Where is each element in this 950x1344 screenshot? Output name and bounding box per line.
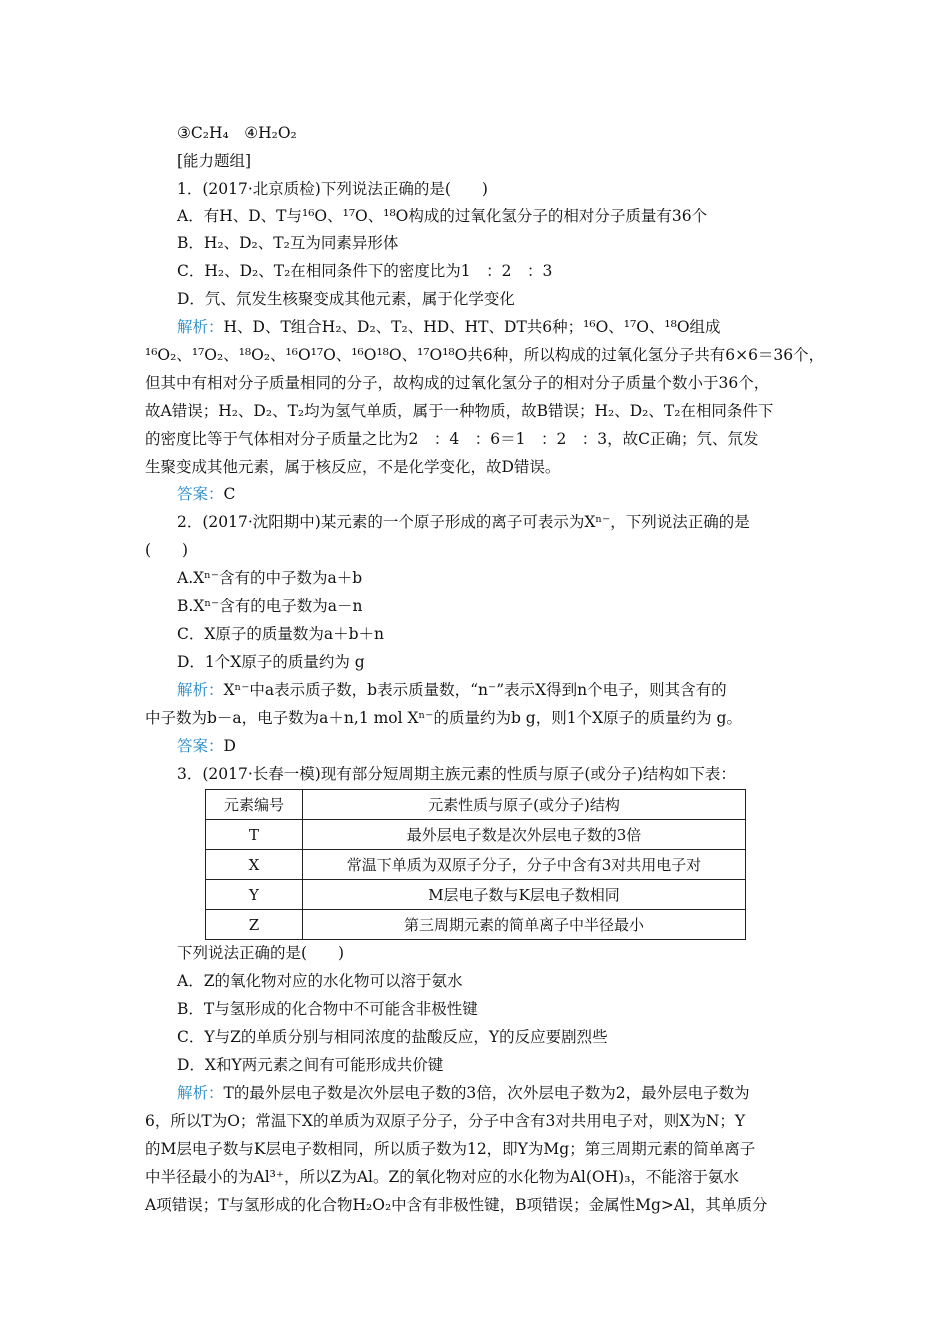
q1-option-d: D．氕、氘发生核聚变成其他元素，属于化学变化 xyxy=(177,290,515,308)
q1-analysis-line: 生聚变成其他元素，属于核反应，不是化学变化，故D错误。 xyxy=(145,458,561,476)
table-header-cell: 元素编号 xyxy=(206,790,303,820)
q1-analysis-line: 的密度比等于气体相对分子质量之比为2 ：4 ：6＝1 ：2 ：3，故C正确；氕、氘发 xyxy=(145,430,759,448)
analysis-label: 解析： xyxy=(177,681,224,699)
q1-option-a: A．有H、D、T与¹⁶O、¹⁷O、¹⁸O构成的过氧化氢分子的相对分子质量有36个 xyxy=(177,207,708,225)
q3-analysis-line: 的M层电子数与K层电子数相同，所以质子数为12，即Y为Mg；第三周期元素的简单离子 xyxy=(145,1140,756,1158)
table-header-row xyxy=(206,790,746,820)
table-cell: 常温下单质为双原子分子，分子中含有3对共用电子对 xyxy=(303,850,746,880)
q3-stem: 3．(2017·长春一模)现有部分短周期主族元素的性质与原子(或分子)结构如下表： xyxy=(177,765,736,783)
q3-analysis-line: 6，所以T为O；常温下X的单质为双原子分子，分子中含有3对共用电子对，则X为N；Y xyxy=(145,1112,746,1130)
q2-answer: 答案：D xyxy=(177,737,236,755)
q3-analysis-line: A项错误；T与氢形成的化合物H₂O₂中含有非极性键，B项错误；金属性Mg>Al，其单质分 xyxy=(145,1196,768,1214)
q2-analysis-line: 解析：Xⁿ⁻中a表示质子数，b表示质量数，“n⁻”表示X得到n个电子，则其含有的 xyxy=(177,681,727,699)
q1-analysis-line: ¹⁶O₂、¹⁷O₂、¹⁸O₂、¹⁶O¹⁷O、¹⁶O¹⁸O、¹⁷O¹⁸O共6种，所以构成的过氧化氢分子共有6×6＝36个， xyxy=(145,346,825,364)
answer-label: 答案： xyxy=(177,737,224,755)
element-properties-table xyxy=(205,789,746,940)
q2-option-b: B.Xⁿ⁻含有的电子数为a－n xyxy=(177,597,363,615)
q2-analysis-line: 中子数为b－a，电子数为a＋n,1 mol Xⁿ⁻的质量约为b g，则1个X原子的质量约为 g。 xyxy=(145,709,742,727)
q2-option-d: D．1个X原子的质量约为 g xyxy=(177,653,365,671)
table-cell: M层电子数与K层电子数相同 xyxy=(303,880,746,910)
analysis-label: 解析： xyxy=(177,1084,224,1102)
q3-analysis-line: 解析：T的最外层电子数是次外层电子数的3倍，次外层电子数为2，最外层电子数为 xyxy=(177,1084,750,1102)
table-cell: X xyxy=(206,850,303,880)
q2-stem-bracket: ( ) xyxy=(145,541,189,559)
table-cell: Y xyxy=(206,880,303,910)
q2-option-c: C．X原子的质量数为a＋b＋n xyxy=(177,625,385,643)
table-cell: T xyxy=(206,820,303,850)
q1-answer: 答案：C xyxy=(177,485,236,503)
q2-option-a: A.Xⁿ⁻含有的中子数为a＋b xyxy=(177,569,363,587)
q2-stem: 2．(2017·沈阳期中)某元素的一个原子形成的离子可表示为Xⁿ⁻，下列说法正确的是 xyxy=(177,513,750,531)
table-cell: 第三周期元素的简单离子中半径最小 xyxy=(303,910,746,940)
table-row xyxy=(206,820,746,850)
previous-answer-options: ③C₂H₄ ④H₂O₂ xyxy=(177,124,297,142)
q3-option-a: A．Z的氧化物对应的水化物可以溶于氨水 xyxy=(177,972,463,990)
table-header-cell: 元素性质与原子(或分子)结构 xyxy=(303,790,746,820)
section-heading: [能力题组] xyxy=(177,152,252,170)
table-row xyxy=(206,910,746,940)
q1-option-c: C．H₂、D₂、T₂在相同条件下的密度比为1 ：2 ：3 xyxy=(177,262,553,280)
table-row xyxy=(206,880,746,910)
table-row xyxy=(206,850,746,880)
answer-label: 答案： xyxy=(177,485,224,503)
q1-analysis-line: 但其中有相对分子质量相同的分子，故构成的过氧化氢分子的相对分子质量个数小于36个， xyxy=(145,374,770,392)
q3-question: 下列说法正确的是( ) xyxy=(177,944,345,962)
q1-stem: 1．(2017·北京质检)下列说法正确的是( ) xyxy=(177,180,488,198)
q3-option-c: C．Y与Z的单质分别与相同浓度的盐酸反应，Y的反应要剧烈些 xyxy=(177,1028,608,1046)
q1-analysis-line: 故A错误；H₂、D₂、T₂均为氢气单质，属于一种物质，故B错误；H₂、D₂、T₂在相同条件下 xyxy=(145,402,774,420)
q3-option-b: B．T与氢形成的化合物中不可能含非极性键 xyxy=(177,1000,478,1018)
analysis-label: 解析： xyxy=(177,318,224,336)
q1-option-b: B．H₂、D₂、T₂互为同素异形体 xyxy=(177,234,399,252)
table-cell: 最外层电子数是次外层电子数的3倍 xyxy=(303,820,746,850)
q1-analysis-line: 解析：H、D、T组合H₂、D₂、T₂、HD、HT、DT共6种；¹⁶O、¹⁷O、¹⁸O组成 xyxy=(177,318,721,336)
table-cell: Z xyxy=(206,910,303,940)
q3-analysis-line: 中半径最小的为Al³⁺，所以Z为Al。Z的氧化物对应的水化物为Al(OH)₃，不能溶于氨水 xyxy=(145,1168,739,1186)
q3-option-d: D．X和Y两元素之间有可能形成共价键 xyxy=(177,1056,444,1074)
